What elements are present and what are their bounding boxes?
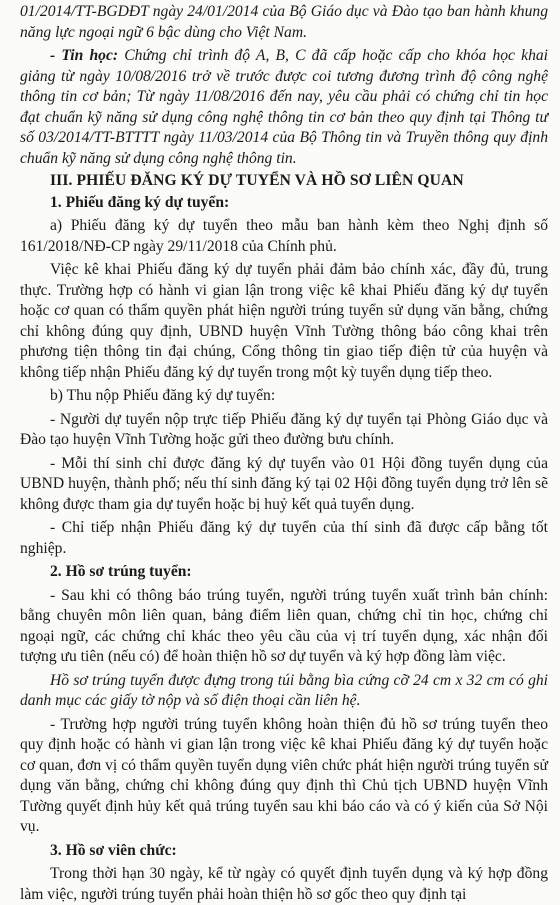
paragraph-1b: b) Thu nộp Phiếu đăng ký dự tuyển:	[50, 387, 276, 404]
paragraph-2-3: - Trường hợp người trúng tuyển không hoàn thiện đủ hồ sơ trúng tuyển theo quy định hoặc có hành vi gian lận trong việc kê khai Phiếu đăng ký dự tuyển hoặc cơ quan, đơn vị có thẩm quyền tuyển dụng viên chức phát hiện người trúng tuyển sử dụng văn bằng, chứng chỉ không đúng quy định thì Chủ tịch UBND huyện Vĩnh Tường quyết định hủy kết quả trúng tuyển sau khi báo cáo và có ý kiến của Sở Nội vụ.	[20, 715, 548, 835]
subsection-2-title: 2. Hồ sơ trúng tuyển:	[50, 563, 192, 580]
tin-hoc-text: Chứng chỉ trình độ A, B, C đã cấp hoặc cấp cho khóa học khai giảng từ ngày 10/08/2016 trở về trước được coi tương đương trình độ công nghệ thông tin cơ bản; Từ ngày 11/08/2016 đến nay, yêu cầu phải có chứng chỉ tin học đạt chuẩn kỹ năng sử dụng công nghệ thông tin cơ bản theo quy định tại Thông tư số 03/2014/TT-BTTTT ngày 11/03/2014 của Bộ Thông tin và Truyền thông quy định chuẩn kỹ năng sử dụng công nghệ thông tin.	[20, 47, 548, 167]
paragraph-1b-item-2: - Mỗi thí sinh chỉ được đăng ký dự tuyển vào 01 Hội đồng tuyển dụng của UBND huyện, thành phố; nếu thí sinh đăng ký tại 02 Hội đồng tuyển dụng trở lên sẽ không được tham gia dự tuyển hoặc bị huỷ kết quả tuyển dụng.	[20, 454, 548, 513]
paragraph-3-1: Trong thời hạn 30 ngày, kể từ ngày có quyết định tuyển dụng và ký hợp đồng làm việc, người trúng tuyển phải hoàn thiện hồ sơ gốc theo quy định tại	[20, 865, 548, 903]
paragraph-2-1: - Sau khi có thông báo trúng tuyển, người trúng tuyển xuất trình bản chính: bằng chuyên môn liên quan, bảng điểm liên quan, chứng chỉ tin học, chứng chỉ ngoại ngữ, các chứng chỉ khác theo yêu cầu của vị trí tuyển dụng, xác nhận đối tượng ưu tiên (nếu có) để hoàn thiện hồ sơ dự tuyển và ký hợp đồng làm việc.	[20, 586, 548, 665]
paragraph-1a-detail: Việc kê khai Phiếu đăng ký dự tuyển phải đảm bảo chính xác, đầy đủ, trung thực. Trường hợp có hành vi gian lận trong việc kê khai Phiếu đăng ký dự tuyển hoặc cơ quan có thẩm quyền phát hiện người trúng tuyển sử dụng văn bằng, chứng chỉ không đúng quy định, UBND huyện Vĩnh Tường thông báo công khai trên phương tiện thông tin đại chúng, Cổng thông tin giao tiếp điện tử của huyện và không tiếp nhận Phiếu đăng ký dự tuyển trong một kỳ tuyển dụng tiếp theo.	[20, 261, 548, 381]
paragraph-1b-item-3: - Chỉ tiếp nhận Phiếu đăng ký dự tuyển của thí sinh đã được cấp bằng tốt nghiệp.	[20, 519, 548, 557]
section-title: III. PHIẾU ĐĂNG KÝ DỰ TUYỂN VÀ HỒ SƠ LIÊN QUAN	[50, 172, 464, 189]
paragraph-2-italic: Hồ sơ trúng tuyển được đựng trong túi bằng bìa cứng cỡ 24 cm x 32 cm có ghi danh mục các giấy tờ nộp và số điện thoại cần liên hệ.	[20, 671, 548, 709]
reference-text: 01/2014/TT-BGDĐT ngày 24/01/2014 của Bộ Giáo dục và Đào tạo ban hành khung năng lực ngoại ngữ 6 bậc dùng cho Việt Nam.	[20, 3, 548, 41]
paragraph-1a: a) Phiếu đăng ký dự tuyển theo mẫu ban hành kèm theo Nghị định số 161/2018/NĐ-CP ngày 29/11/2018 của Chính phủ.	[20, 217, 548, 255]
subsection-1-title: 1. Phiếu đăng ký dự tuyển:	[50, 193, 230, 211]
tin-hoc-paragraph	[20, 46, 548, 169]
subsection-3-title: 3. Hồ sơ viên chức:	[50, 841, 177, 859]
tin-hoc-label: - Tin học:	[50, 47, 119, 64]
paragraph-1b-item-1: - Người dự tuyển nộp trực tiếp Phiếu đăng ký dự tuyển tại Phòng Giáo dục và Đào tạo huyện Vĩnh Tường hoặc gửi theo đường bưu chính.	[20, 410, 548, 448]
